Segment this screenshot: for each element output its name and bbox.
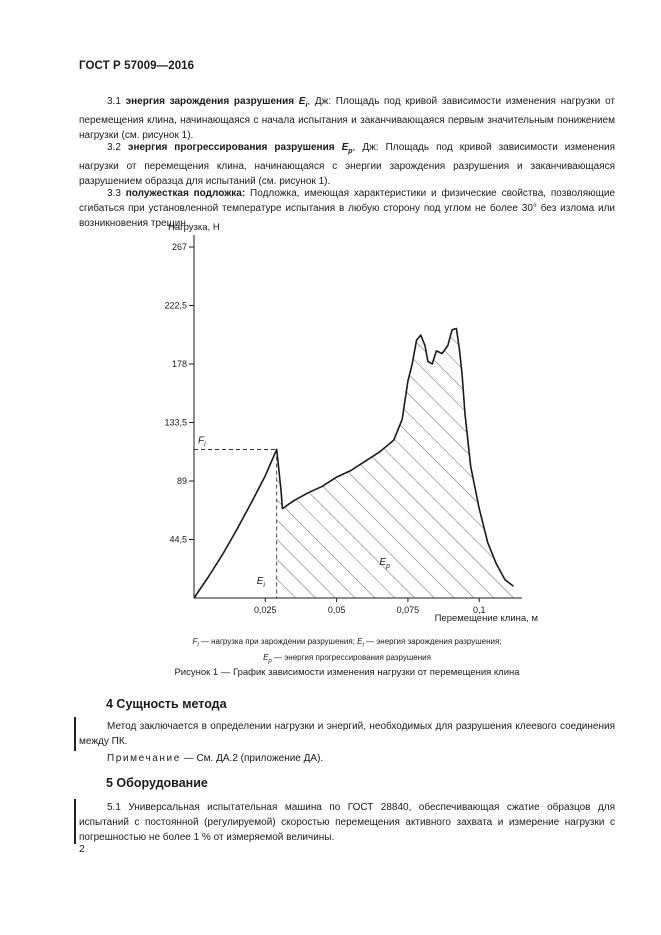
y-tick-label: 178 [171, 359, 187, 369]
y-axis-ticks [164, 242, 194, 545]
page-number: 2 [79, 843, 85, 855]
x-tick-label: 0,025 [254, 605, 277, 615]
section-5-title: 5 Оборудование [106, 776, 208, 790]
definition-number: 3.1 [107, 96, 121, 107]
change-bar [74, 717, 76, 751]
legend-line-1: $F_i$ — нагрузка при зарождении разрушения; $E_i$ — энергия зарождения разрушения; [192, 637, 502, 649]
note-text: — См. ДА.2 (приложение ДА). [180, 753, 324, 764]
definition-symbol-sub: p [348, 148, 353, 155]
section-4-note [79, 751, 615, 766]
x-axis-label: Перемещение клина, м [434, 613, 538, 624]
fi-label: $F_i$ [198, 435, 206, 449]
x-tick-label: 0,075 [396, 605, 420, 615]
y-tick-label: 222,5 [164, 300, 187, 311]
definition-term: полужесткая подложка: [125, 188, 246, 199]
definition-symbol: E [341, 142, 349, 153]
y-axis-label: Нагрузка, Н [168, 222, 220, 233]
x-tick-label: 0,05 [327, 605, 346, 615]
legend-line-2: $E_p$ — энергия прогрессирования разрушения [263, 652, 431, 665]
definition-3-1 [79, 94, 615, 144]
section-4-text: Метод заключается в определении нагрузки и энергий, необходимых для разрушения клеевого соединения между ПК. [79, 721, 615, 748]
figure-caption: Рисунок 1 — График зависимости изменения нагрузки от перемещения клина [174, 667, 520, 678]
ep-label: $E_p$ [379, 557, 390, 571]
definition-3-2 [79, 140, 615, 190]
document-header: ГОСТ Р 57009—2016 [79, 60, 195, 72]
y-tick-label: 44,5 [169, 534, 187, 545]
y-tick-label: 267 [171, 242, 187, 252]
y-tick-label: 133,5 [164, 417, 187, 428]
section-5-text: 5.1 Универсальная испытательная машина по ГОСТ 28840, обеспечивающая сжатие образцов для испытаний с постоянной (регулируемой) скоростью перемещения активного захвата и измерение нагрузки с погрешностью не более 1 % от измеряемой величины. [79, 802, 615, 844]
load-displacement-chart [150, 215, 540, 625]
ep-hatched-area [277, 329, 514, 599]
definition-text: , Дж: Площадь под кривой зависимости изменения нагрузки от перемещения клина, начинающаяся с энергии зарождения разрушения и заканчивающаяся разрушением образца для испытаний (см. рисунок 1). [79, 142, 616, 188]
ei-label: $E_i$ [256, 576, 265, 589]
definition-number: 3.3 [107, 188, 121, 199]
definition-text: Подложка, имеющая характеристики и физические свойства, позволяющие сгибаться при установленной температуре испытания в любую сторону под углом не более 30° без излома или возникновения трещин. [79, 188, 615, 230]
definition-number: 3.2 [107, 142, 121, 153]
definition-term: энергия прогрессирования разрушения [127, 142, 335, 153]
definition-symbol: E [298, 96, 306, 107]
definition-text: , Дж: Площадь под кривой зависимости изменения нагрузки от перемещения клина, начинающаяся с начала испытания и заканчивающаяся первым значительным понижением нагрузки (см. рисунок 1). [79, 96, 615, 142]
definition-symbol-sub: i [305, 102, 308, 109]
figure-legend [79, 636, 615, 667]
note-label: Примечание [107, 753, 181, 764]
definition-term: энергия зарождения разрушения [125, 96, 295, 107]
y-tick-label: 89 [176, 476, 187, 486]
section-4-title: 4 Сущность метода [106, 697, 227, 711]
change-bar [74, 799, 76, 844]
x-tick-label: 0,1 [472, 605, 486, 615]
